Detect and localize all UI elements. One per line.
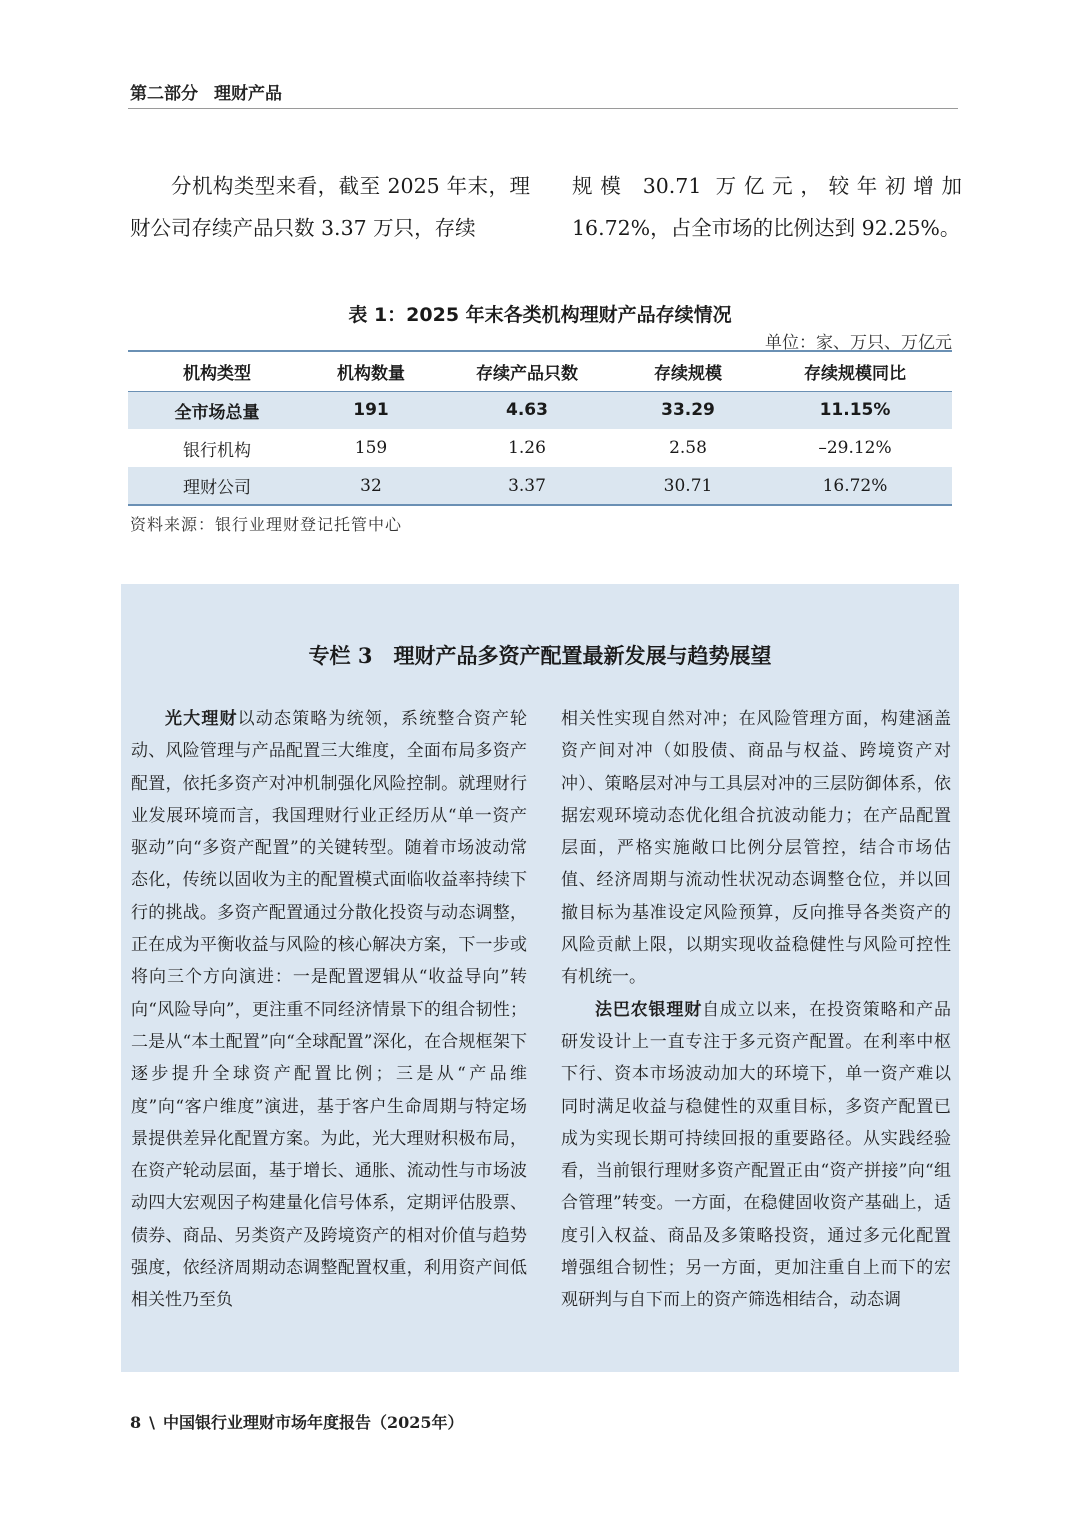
page-footer — [130, 1410, 464, 1433]
table-row — [128, 429, 952, 467]
table-cell: 191 — [353, 400, 389, 421]
column-box-title: 专栏 3 理财产品多资产配置最新发展与趋势展望 — [308, 643, 772, 668]
institution-name: 法巴农银理财 — [595, 999, 703, 1020]
table-cell: 159 — [354, 438, 388, 458]
paragraph — [561, 994, 951, 1317]
column-header: 存续产品只数 — [476, 363, 578, 384]
table-cell: 11.15% — [819, 400, 891, 421]
column-box-text-right — [561, 703, 951, 1317]
table-row — [128, 391, 952, 429]
footer-divider: \ — [149, 1413, 155, 1432]
paragraph-text: 相关性实现自然对冲；在风险管理方面，构建涵盖资产间对冲（如股债、商品与权益、跨境资产对冲）、策略层对冲与工具层对冲的三层防御体系，依据宏观环境动态优化组合抗波动能力；在产品配置层面，严格实施敞口比例分层管控，结合市场估值、经济周期与流动性状况动态调整仓位，并以回撤目标为基准设定风险预算，反向推导各类资产的风险贡献上限，以期实现收益稳健性与风险可控性有机统一。 — [561, 709, 951, 988]
table-cell: 2.58 — [669, 438, 707, 458]
running-header — [130, 79, 282, 104]
paragraph — [131, 703, 527, 1317]
column-header: 机构数量 — [337, 363, 405, 384]
table-title: 表 1：2025 年末各类机构理财产品存续情况 — [348, 304, 732, 326]
paragraph-text: 自成立以来，在投资策略和产品研发设计上一直专注于多元资产配置。在利率中枢下行、资本市场波动加大的环境下，单一资产难以同时满足收益与稳健性的双重目标，多资产配置已成为实现长期可持续回报的重要路径。从实践经验看，当前银行理财多资产配置正由“资产拼接”向“组合管理”转变。一方面，在稳健固收资产基础上，适度引入权益、商品及多策略投资，通过多元化配置增强组合韧性；另一方面，更加注重自上而下的宏观研判与自下而上的资产筛选相结合，动态调 — [561, 999, 952, 1311]
table-cell: 33.29 — [661, 400, 715, 421]
table-cell: 1.26 — [508, 438, 546, 458]
table-cell: 理财公司 — [183, 478, 251, 498]
table-unit: 单位：家、万只、万亿元 — [765, 333, 952, 353]
section-label: 理财产品 — [214, 84, 282, 104]
table-header-row — [128, 351, 952, 391]
table-cell: 30.71 — [663, 475, 713, 496]
institution-name: 光大理财 — [165, 709, 238, 729]
page-number: 8 — [130, 1413, 142, 1432]
part-label: 第二部分 — [130, 84, 198, 104]
column-header: 存续规模同比 — [804, 363, 906, 384]
paragraph — [561, 703, 951, 994]
intro-text-right: 规模 30.71 万亿元，较年初增加 16.72%，占全市场的比例达到 92.25%。 — [572, 174, 962, 240]
table-cell: 3.37 — [508, 475, 546, 496]
table-cell: 银行机构 — [183, 440, 251, 461]
table-cell: 全市场总量 — [174, 402, 260, 423]
header-divider — [128, 108, 958, 109]
table-cell: –29.12% — [818, 438, 892, 458]
intro-text-left: 分机构类型来看，截至 2025 年末，理财公司存续产品只数 3.37 万只，存续 — [130, 174, 530, 240]
column-box-text-left — [131, 703, 527, 1317]
table-cell: 4.63 — [506, 400, 548, 421]
table-cell: 16.72% — [822, 475, 888, 496]
column-header: 机构类型 — [183, 363, 251, 384]
report-title: 中国银行业理财市场年度报告（2025年） — [162, 1413, 464, 1432]
column-header: 存续规模 — [654, 363, 722, 384]
table-source-note: 资料来源：银行业理财登记托管中心 — [130, 515, 403, 534]
table-cell: 32 — [360, 475, 382, 496]
paragraph-text: 以动态策略为统领，系统整合资产轮动、风险管理与产品配置三大维度，全面布局多资产配置，依托多资产对冲机制强化风险控制。就理财行业发展环境而言，我国理财行业正经历从“单一资产驱动”向“多资产配置”的关键转型。随着市场波动常态化，传统以固收为主的配置模式面临收益率持续下行的挑战。多资产配置通过分散化投资与动态调整，正在成为平衡收益与风险的核心解决方案，下一步或将向三个方向演进：一是配置逻辑从“收益导向”转向“风险导向”，更注重不同经济情景下的组合韧性；二是从“本土配置”向“全球配置”深化，在合规框架下逐步提升全球资产配置比例；三是从“产品维度”向“客户维度”演进，基于客户生命周期与特定场景提供差异化配置方案。为此，光大理财积极布局，在资产轮动层面，基于增长、通胀、流动性与市场波动四大宏观因子构建量化信号体系，定期评估股票、债券、商品、另类资产及跨境资产的相对价值与趋势强度，依经济周期动态调整配置权重，利用资产间低相关性乃至负 — [131, 709, 528, 1311]
institution-table — [128, 350, 952, 506]
table-row — [128, 467, 952, 505]
